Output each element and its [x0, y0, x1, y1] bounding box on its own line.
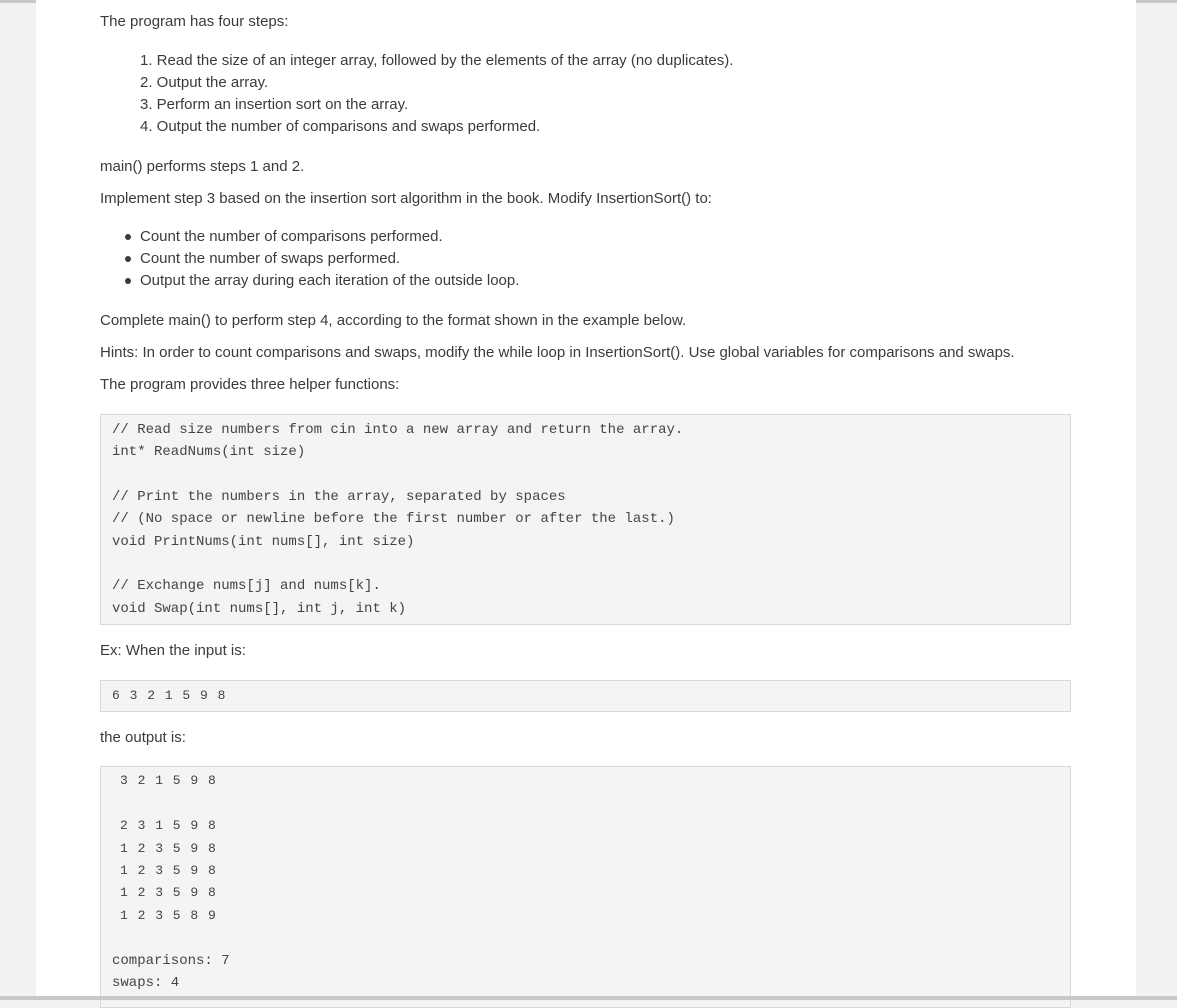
requirement-text: Count the number of swaps performed. [140, 250, 401, 267]
output-line: 2 3 1 5 9 8 [120, 818, 217, 833]
window-bottom-border [0, 996, 1177, 1000]
output-line: 1 2 3 5 8 9 [120, 908, 217, 923]
output-line: 3 2 1 5 9 8 [120, 773, 217, 788]
hints-text: Hints: In order to count comparisons and swaps, modify the while loop in InsertionSort(). Use global variables for comparisons and swaps. [100, 344, 1015, 361]
output-line: 1 2 3 5 9 8 [120, 841, 217, 856]
swaps-output: swaps: 4 [112, 975, 180, 991]
bullet-icon [125, 234, 131, 240]
requirement-text: Count the number of comparisons performed. [140, 228, 443, 245]
code-line: void Swap(int nums[], int j, int k) [112, 601, 407, 617]
comparisons-output: comparisons: 7 [112, 953, 230, 969]
intro-text: The program has four steps: [100, 13, 289, 30]
output-line: 1 2 3 5 9 8 [120, 885, 217, 900]
step-item: 3. Perform an insertion sort on the array. [140, 96, 409, 113]
example-input-block [100, 680, 1071, 712]
implement-note: Implement step 3 based on the insertion sort algorithm in the book. Modify InsertionSort() to: [100, 190, 712, 207]
step-item: 1. Read the size of an integer array, followed by the elements of the array (no duplicates). [140, 52, 734, 69]
output-line: 1 2 3 5 9 8 [120, 863, 217, 878]
requirement-item [100, 270, 519, 292]
code-line: void PrintNums(int nums[], int size) [112, 534, 415, 550]
main-note: main() performs steps 1 and 2. [100, 158, 305, 175]
problem-page [36, 0, 1136, 998]
code-line: // Print the numbers in the array, separated by spaces [112, 489, 566, 505]
requirement-text: Output the array during each iteration of the outside loop. [140, 272, 520, 289]
bullet-icon [125, 256, 131, 262]
helpers-intro: The program provides three helper functions: [100, 376, 400, 393]
example-intro: Ex: When the input is: [100, 642, 246, 659]
complete-note: Complete main() to perform step 4, according to the format shown in the example below. [100, 312, 687, 329]
code-line: // Exchange nums[j] and nums[k]. [112, 578, 381, 594]
helpers-code-block [100, 414, 1071, 625]
step-item: 2. Output the array. [140, 74, 269, 91]
code-line: // (No space or newline before the first number or after the last.) [112, 511, 675, 527]
example-input-text: 6 3 2 1 5 9 8 [112, 688, 227, 703]
step-item: 4. Output the number of comparisons and swaps performed. [140, 118, 541, 135]
output-intro: the output is: [100, 729, 186, 746]
code-line: // Read size numbers from cin into a new array and return the array. [112, 422, 684, 438]
requirements-list [100, 226, 519, 292]
example-output-block [100, 766, 1071, 1008]
requirement-item [100, 226, 519, 248]
code-line: int* ReadNums(int size) [112, 444, 306, 460]
requirement-item [100, 248, 519, 270]
bullet-icon [125, 278, 131, 284]
steps-list [100, 50, 733, 138]
